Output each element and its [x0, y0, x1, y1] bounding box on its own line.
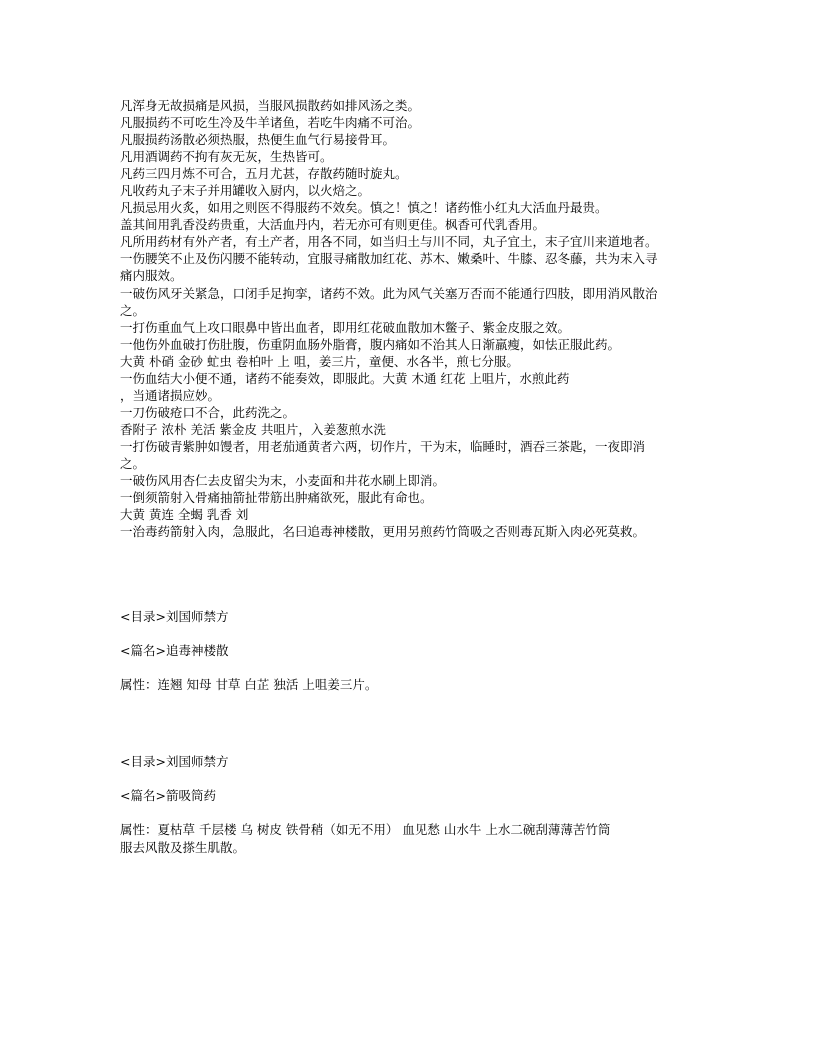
- properties-line: 服去风散及搽生肌散。: [120, 839, 246, 855]
- text-line: 香附子 浓朴 羌活 紫金皮 共咀片，入姜葱煎水洗: [120, 421, 386, 437]
- text-line: 凡收药丸子末子并用罐收入厨内，以火焙之。: [120, 183, 371, 199]
- section-title: <篇名>箭吸筒药: [120, 788, 216, 804]
- text-line: 一打伤破青紫肿如馒者，用老茄通黄者六两，切作片，干为末，临睡时，酒吞三茶匙，一夜即消之。: [120, 438, 646, 471]
- text-line: 一刀伤破疮口不合，此药洗之。: [120, 404, 296, 420]
- document-page: [120, 97, 666, 856]
- spacer: [120, 804, 666, 821]
- text-line: 一伤腰笑不止及伤闪腰不能转动，宜服寻痛散加红花、苏木、嫩桑叶、牛膝、忍冬藤，共为末入寻痛内服效。: [120, 251, 658, 284]
- text-line: ，当通诸损应妙。: [120, 387, 221, 403]
- text-line: 凡损忌用火炙，如用之则医不得服药不效矣。慎之！慎之！诸药惟小红丸大活血丹最贵。: [120, 200, 608, 216]
- catalog-heading: <目录>刘国师禁方: [120, 609, 229, 625]
- text-line: 凡浑身无故损痛是风损，当服风损散药如排风汤之类。: [120, 98, 421, 113]
- section-2: [120, 753, 666, 855]
- spacer: [120, 659, 666, 676]
- spacer: [120, 770, 666, 787]
- text-line: 凡服损药不可吃生冷及牛羊诸鱼，若吃牛肉痛不可治。: [120, 115, 421, 131]
- catalog-heading: <目录>刘国师禁方: [120, 754, 229, 770]
- text-line: 凡用酒调药不拘有灰无灰，生热皆可。: [120, 149, 333, 165]
- text-line: 一破伤风牙关紧急，口闭手足拘挛，诸药不效。此为风气关塞万否而不能通行四肢，即用消风散治之。: [120, 285, 658, 318]
- text-line: 大黄 朴硝 金砂 虻虫 卷柏叶 上 咀，姜三片，童便、水各半，煎七分服。: [120, 353, 519, 369]
- spacer: [120, 625, 666, 642]
- text-line: 一他伤外血破打伤肚腹，伤重阴血肠外脂膏，腹内痛如不治其人日渐羸瘦，如怯正服此药。: [120, 336, 621, 352]
- properties-line: 属性：连翘 知母 甘草 白芷 独活 上咀姜三片。: [120, 677, 378, 693]
- text-line: 大黄 黄连 全蝎 乳香 刘: [120, 507, 249, 523]
- text-line: 一倒须箭射入骨痛抽箭扯带筋出肿痛欲死，服此有命也。: [120, 490, 433, 506]
- section-1: [120, 608, 666, 693]
- body-text: [120, 97, 666, 540]
- text-line: 盖其间用乳香没药贵重，大活血丹内，若无亦可有则更佳。枫香可代乳香用。: [120, 217, 546, 233]
- text-line: 凡所用药材有外产者，有土产者，用各不同，如当归土与川不同，丸子宜土，末子宜川来道地者。: [120, 234, 658, 250]
- text-line: 凡服损药汤散必须热服，热便生血气行易接骨耳。: [120, 132, 396, 148]
- section-title: <篇名>追毒神楼散: [120, 643, 229, 659]
- text-line: 凡药三四月炼不可合，五月尤甚，存散药随时旋丸。: [120, 166, 408, 182]
- spacer: [120, 540, 666, 608]
- text-line: 一打伤重血气上攻口眼鼻中皆出血者，即用红花破血散加木鳖子、紫金皮服之效。: [120, 319, 571, 335]
- text-line: 一破伤风用杏仁去皮留尖为末，小麦面和井花水刷上即消。: [120, 473, 446, 489]
- text-line: 一治毒药箭射入肉，急服此，名曰追毒神楼散，更用另煎药竹筒吸之否则毒瓦斯入肉必死莫救。: [120, 524, 646, 540]
- properties-line: 属性：夏枯草 千层楼 乌 树皮 铁骨稍（如无不用） 血见愁 山水牛 上水二碗刮薄薄苦竹筒: [120, 822, 611, 838]
- text-line: 一伤血结大小便不通，诸药不能奏效，即服此。大黄 木通 红花 上咀片，水煎此药: [120, 370, 570, 386]
- spacer: [120, 693, 666, 753]
